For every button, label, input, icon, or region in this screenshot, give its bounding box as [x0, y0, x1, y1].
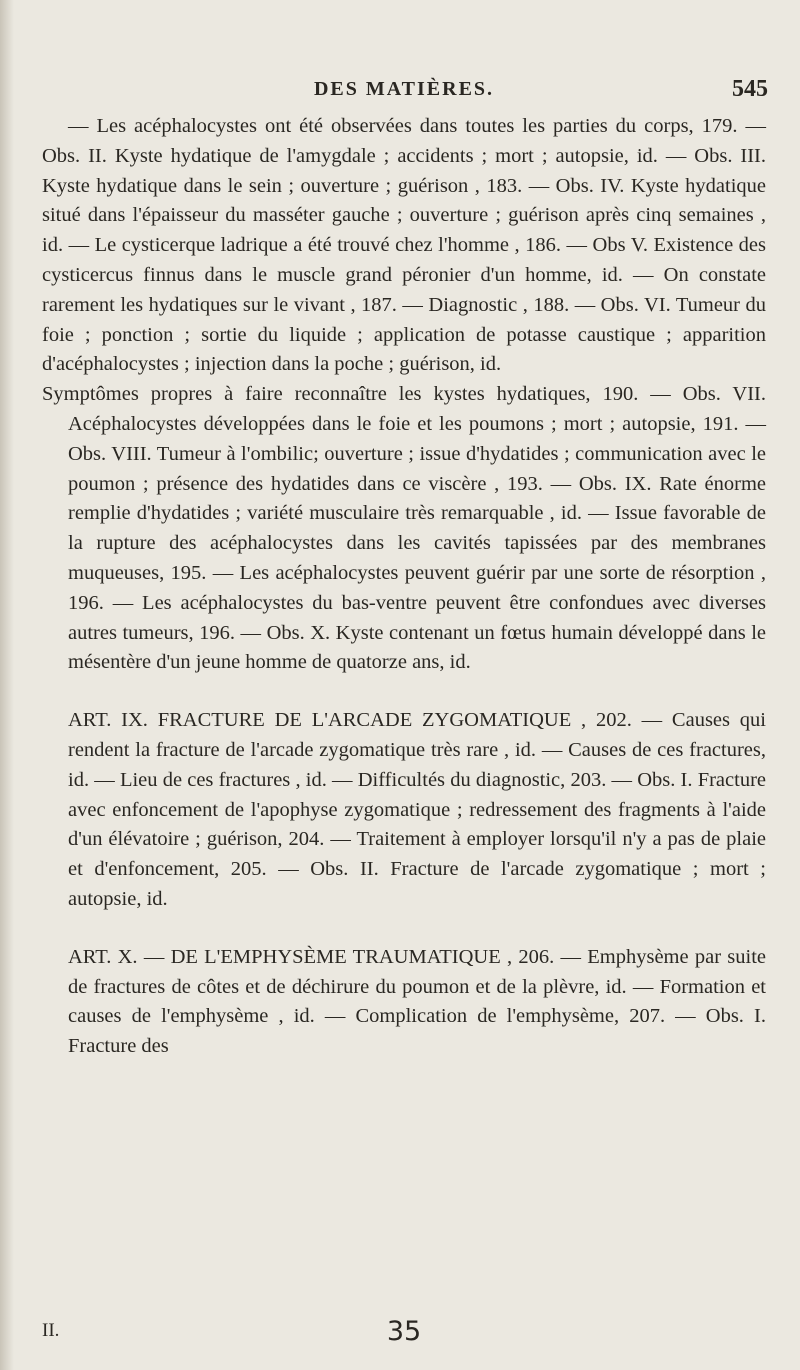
page-header — [40, 76, 768, 110]
index-entry-art-x: ART. X. — DE L'EMPHYSÈME TRAUMATIQUE , 206. — Emphysème par suite de fractures de côtes et de déchirure du poumon et de la plèvre, id. — Formation et causes de l'emphysème , id. — Complication de l'emphysème, 207. — Obs. I. Fracture des — [68, 945, 766, 1058]
index-entry-hydatid-cases: — Les acéphalocystes ont été observées dans toutes les parties du corps, 179. — Obs. II. Kyste hydatique de l'amygdale ; accidents ; mort ; autopsie, id. — Obs. III. Kyste hydatique dans le sein ; ouverture ; guérison , 183. — Obs. IV. Kyste hydatique situé dans l'épaisseur du masséter gauche ; ouverture ; guérison après cinq semaines , id. — Le cysticerque ladrique a été trouvé chez l'homme , 186. — Obs V. Existence des cysticercus finnus dans le muscle grand péronier d'un homme, id. — On constate rarement les hydatiques sur le vivant , 187. — Diagnostic , 188. — Obs. VI. Tumeur du foie ; ponction ; sortie du liquide ; application de potasse caustique ; apparition d'acéphalocystes ; injection dans la poche ; guérison, id. — [42, 115, 766, 376]
running-title: DES MATIÈRES. — [313, 78, 495, 100]
page-number: 545 — [732, 76, 768, 102]
index-body — [42, 112, 766, 1062]
index-entry-hydatid-symptoms: Symptômes propres à faire reconnaître les kystes hydatiques, 190. — Obs. VII. Acéphalocystes développées dans le foie et les poumons ; mort ; autopsie, 191. — Obs. VIII. Tumeur à l'ombilic; ouverture ; issue d'hydatides ; communication avec le poumon ; présence des hydatides dans ce viscère , 193. — Obs. IX. Rate énorme remplie d'hydatides ; variété musculaire très remarquable , id. — Issue favorable de la rupture des acéphalocystes dans les cavités tapissées par des membranes muqueuses, 195. — Les acéphalocystes peuvent guérir par une sorte de résorption , 196. — Les acéphalocystes du bas-ventre peuvent être confondues avec diverses autres tumeurs, 196. — Obs. X. Kyste contenant un fœtus humain développé dans le mésentère d'un jeune homme de quatorze ans, id. — [42, 383, 766, 674]
page-footer — [42, 1316, 766, 1350]
signature-mark: 35 — [386, 1316, 422, 1347]
volume-number: II. — [42, 1320, 60, 1341]
page-binding-shadow — [0, 0, 14, 1370]
index-entry-art-ix: ART. IX. FRACTURE DE L'ARCADE ZYGOMATIQUE , 202. — Causes qui rendent la fracture de l'arcade zygomatique très rare , id. — Causes de ces fractures, id. — Lieu de ces fractures , id. — Difficultés du diagnostic, 203. — Obs. I. Fracture avec enfoncement de l'apophyse zygomatique ; redressement des fragments à l'aide d'un élévatoire ; guérison, 204. — Traitement à employer lorsqu'il n'y a pas de plaie et d'enfoncement, 205. — Obs. II. Fracture de l'arcade zygomatique ; mort ; autopsie, id. — [68, 709, 766, 910]
